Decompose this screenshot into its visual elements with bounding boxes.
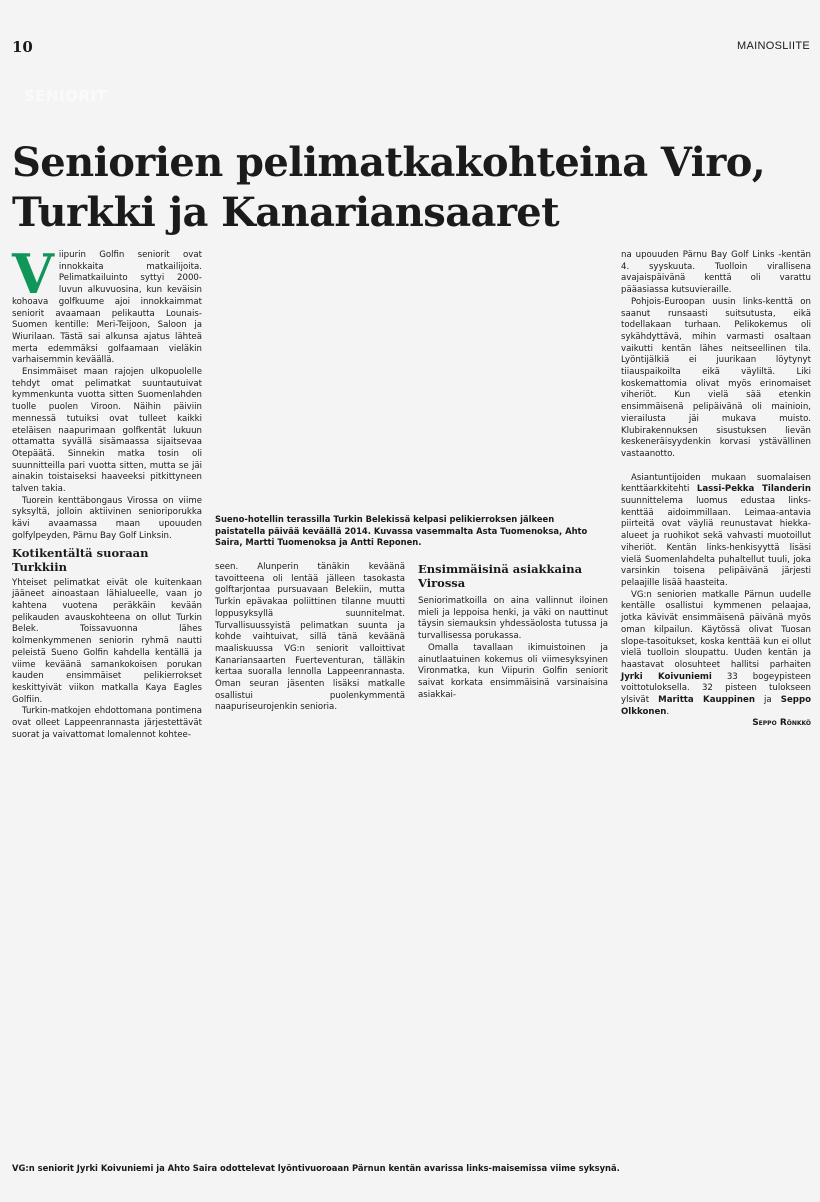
article-column-2	[215, 562, 405, 714]
page-number: 10	[12, 38, 33, 56]
person-name: Maritta Kauppinen	[658, 695, 755, 706]
paragraph: Ensimmäiset maan rajojen ulkopuolelle tehdyt omat pelimatkat suuntautuivat kymmenkunta vuotta sitten Suomenlahden tuolle puolen Viroon. Näihin päiviin mennessä tutuiksi ovat tulleet kaikki eteläisen naapurimaan golfkentät lukuun ottamatta syvällä sisämaassa sijaitsevaa Otepäätä. Sinnekin matka tosin oli suunnitteilla pari vuotta sitten, mutta se jäi ainakin toistaiseksi haaveeksi pitkittyneen talven takia.	[12, 367, 202, 495]
photo-caption: Sueno-hotellin terassilla Turkin Belekissä kelpasi pelikierroksen jälkeen paistatella päivää keväällä 2014. Kuvassa vasemmalta Asta Tuomenoksa, Ahto Saira, Martti Tuomenoksa ja Antti Reponen.	[215, 514, 588, 548]
headline: Seniorien pelimatkakohteina Viro, Turkki ja Kanariansaaret	[12, 139, 766, 236]
paragraph: Yhteiset pelimatkat eivät ole kuitenkaan jääneet ainoastaan lähialueelle, vaan jo kahtena vuotena peräkkäin kevään pelikauden avauskohteena on ollut Turkin Belek. Toissavuonna lähes kolmenkymmenen seniorin ryhmä nautti peleistä Sueno Golfin kahdella kentällä ja viime keväänä samankokoisen porukan kauden ensimmäiset pelikierrokset keskittyivät viikon matkalla Kaya Eagles Golfiin.	[12, 577, 202, 705]
paragraph: Turkin-matkojen ehdottomana pontimena ovat olleet Lappeenrannasta järjestettävät suorat ja vaivattomat lomalennot kohtee-	[12, 706, 202, 740]
paragraph: VG:n seniorien matkalle Pärnun uudelle kentälle osallistui kymmenen pelaajaa, jotka kävivät ensimmäisenä päivänä myös oman kilpailun. Käytössä olivat Tuosan slope-tasoitukset, koska kenttää kun ei ollut vielä tuolloin sloupattu. Uuden kentän ja haastavat olosuhteet hallitsi parhaiten Jyrki Koivuniemi 33 bogeypisteen voittotuloksella. 32 pisteen tulokseen ylsivät Maritta Kauppinen ja Seppo Olkkonen.	[621, 589, 812, 717]
paragraph: Tuorein kenttäbongaus Virossa on viime syksyltä, jolloin aktiivinen senioriporukka kävi avaamassa maan upouuden golfylpeyden, Pärnu Bay Golf Linksin.	[12, 495, 202, 541]
person-name: Jyrki Koivuniemi	[621, 671, 712, 682]
article-column-4	[621, 250, 811, 730]
person-name: Seppo Olkkonen	[621, 695, 812, 717]
paragraph: Seniorimatkoilla on aina vallinnut iloinen mieli ja leppoisa henki, ja väki on nauttinut täysin siemauksin yhdessäolosta tutussa ja turvallisessa porukassa.	[418, 596, 608, 642]
paragraph: Asiantuntijoiden mukaan suomalaisen kenttäarkkitehti Lassi-Pekka Tilanderin suunnittelema luomus edustaa links-kenttää aidoimmillaan. Leimaa-antavia piirteitä ovat väyliä reunustavat hiekka-alueet ja ruohikot sekä vahvasti muotoillut viheriöt. Kentän links-henkisyyttä lisäsi vielä Suomenlahdelta puhaltellut tuuli, joka varsinkin toisena pelipäivänä järjesti pelaajille lisää haasteita.	[621, 472, 811, 588]
article-column-3	[418, 562, 608, 701]
section-label: MAINOSLIITE	[737, 40, 810, 52]
byline: Seppo Rönkkö	[752, 718, 811, 729]
paragraph: na upouuden Pärnu Bay Golf Links -kentän 4. syyskuuta. Tuolloin virallisena avajaispäivänä kenttä oli varattu pääasiassa kutsuvieraille.	[621, 250, 811, 296]
section-tag: SENIORIT	[24, 87, 108, 105]
lead-paragraph: Viipurin Golfin seniorit ovat innokkaita matkailijoita. Pelimatkailuinto syttyi 2000-luvun alkuvuosina, kun keväisin kohoava golfkuume ajoi innokkaimmat seniorit avaamaan pelikautta Lounais-Suomen kentille: Meri-Teijoon, Saloon ja Wiurilaan. Tästä sai alkunsa ajatus lähteä merta edemmäksi golfaamaan vieläkin varhaisemmin keväällä.	[12, 242, 202, 366]
paragraph: Pohjois-Euroopan uusin links-kenttä on saanut runsaasti suitsutusta, eikä todellakaan turhaan. Pelikokemus oli sykähdyttävä, mihin varmasti osaltaan vaikutti kentän lähes neitseellinen tila. Lyöntijälkiä ei juurikaan löytynyt tiiauspaikoilta eikä väyliltä. Liki koskemattomia olivat myös erinomaiset viheriöt. Kun vielä sää etenkin ensimmäisenä pelipäivänä oli mainioin, vierailusta jäi mukava muisto. Klubirakennuksen sisustuksen lievän keskeneräisyydenkin korvasi ystävällinen vastaanotto.	[621, 296, 811, 459]
person-name: Lassi-Pekka Tilanderin	[696, 484, 811, 495]
paragraph: seen. Alunperin tänäkin keväänä tavoitteena oli lentää jälleen tasokasta golftarjontaa pursuavaan Belekiin, mutta Turkin epävakaa poliittinen tilanne muutti loppusyksyllä suunnitelmat. Turvallisuussyistä pelimatkan suunta ja kohde vaihtuivat, sillä tänä keväänä maaliskuussa VG:n seniorit valloittivat Kanariansaarten Fuerteventuran, tälläkin kertaa suoralla lennolla Lappeenrannasta. Oman seuran jäsenten lisäksi matkalle osallistui puolenkymmentä naapuriseurojenkin senioria.	[215, 562, 405, 713]
subheading: Kotikentältä suoraan Turkkiin	[12, 545, 149, 574]
subheading: Ensimmäisinä asiakkaina Virossa	[418, 562, 583, 590]
article-column-1	[12, 242, 202, 741]
drop-cap: V	[12, 242, 54, 306]
photo-caption-bottom: VG:n seniorit Jyrki Koivuniemi ja Ahto Saira odottelevat lyöntivuoroaan Pärnun kentän avarissa links-maisemissa viime syksynä.	[12, 1163, 620, 1173]
paragraph: Omalla tavallaan ikimuistoinen ja ainutlaatuinen kokemus oli viimesyksyinen Vironmatka, kun Viipurin Golfin seniorit saivat korkata ensimmäisinä varsinaisina asiakkai-	[418, 642, 608, 700]
